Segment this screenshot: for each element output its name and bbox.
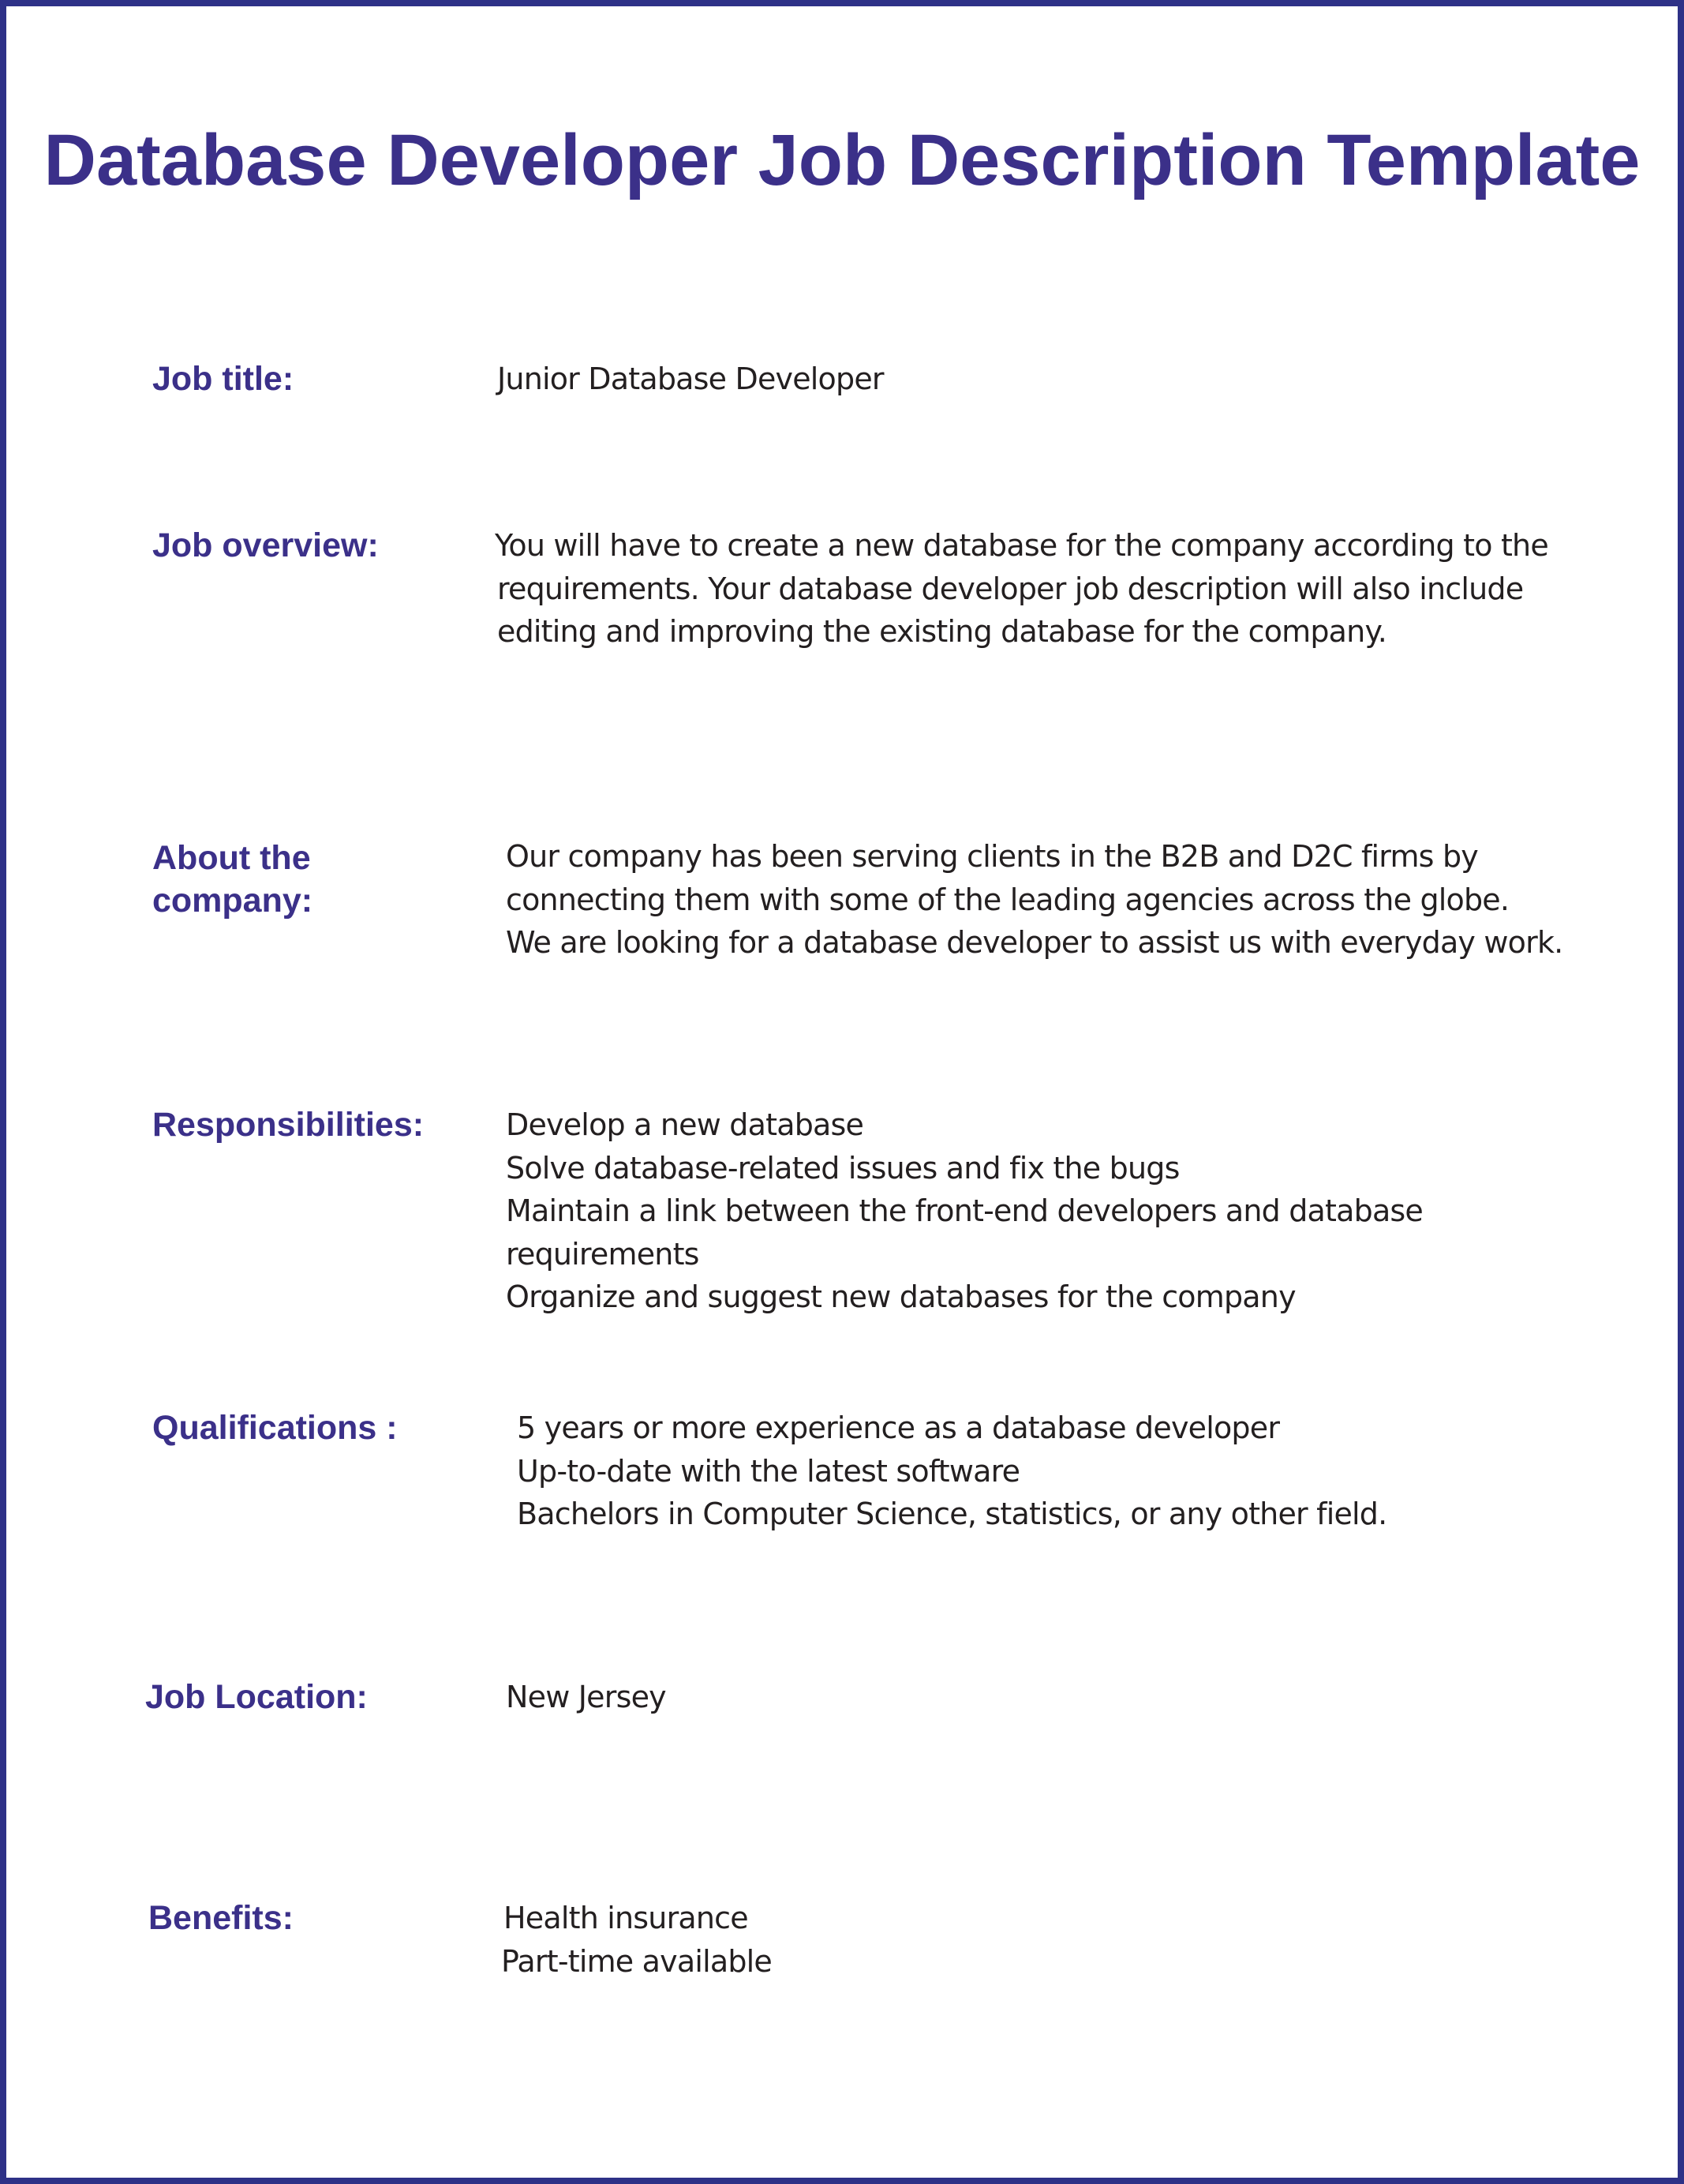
qualifications-label: Qualifications :	[152, 1409, 398, 1447]
job-overview-line: requirements. Your database developer job description will also include	[497, 571, 1524, 606]
responsibility-item: Solve database-related issues and fix the bugs	[506, 1150, 1180, 1186]
benefits-label: Benefits:	[148, 1899, 294, 1937]
about-company-label: About the company:	[152, 839, 313, 920]
about-company-line: connecting them with some of the leading agencies across the globe.	[506, 882, 1510, 917]
responsibilities-list	[506, 1103, 1423, 1319]
about-company-line: We are looking for a database developer to assist us with everyday work.	[506, 925, 1563, 960]
benefit-item: Health insurance	[503, 1901, 748, 1935]
qualification-item: 5 years or more experience as a database developer	[517, 1410, 1280, 1445]
qualification-item: Up-to-date with the latest software	[517, 1453, 1020, 1489]
job-location-line: New Jersey	[506, 1680, 666, 1714]
responsibility-item: Develop a new database	[506, 1107, 864, 1142]
benefit-item: Part-time available	[501, 1943, 772, 1979]
about-company-line: Our company has been serving clients in the B2B and D2C firms by	[506, 839, 1478, 874]
responsibilities-label: Responsibilities:	[152, 1106, 425, 1144]
job-location-value	[506, 1676, 666, 1719]
job-overview-label: Job overview:	[152, 526, 379, 564]
qualifications-list	[517, 1407, 1386, 1536]
benefits-list	[501, 1897, 772, 1983]
qualification-item: Bachelors in Computer Science, statistics, or any other field.	[517, 1497, 1387, 1531]
responsibility-item: Maintain a link between the front-end developers and database	[506, 1193, 1424, 1228]
job-title-label: Job title:	[152, 360, 294, 398]
job-location-label: Job Location:	[145, 1678, 368, 1716]
job-overview-text	[495, 524, 1548, 654]
responsibility-item: Organize and suggest new databases for the company	[506, 1279, 1296, 1314]
job-title-line: Junior Database Developer	[497, 362, 884, 396]
page-title: Database Developer Job Description Template	[43, 120, 1641, 200]
job-overview-line: You will have to create a new database for the company according to the	[495, 528, 1548, 563]
job-title-value	[497, 358, 884, 401]
about-company-text	[506, 835, 1562, 965]
job-overview-line: editing and improving the existing database for the company.	[497, 614, 1386, 649]
responsibility-item: requirements	[506, 1236, 699, 1272]
